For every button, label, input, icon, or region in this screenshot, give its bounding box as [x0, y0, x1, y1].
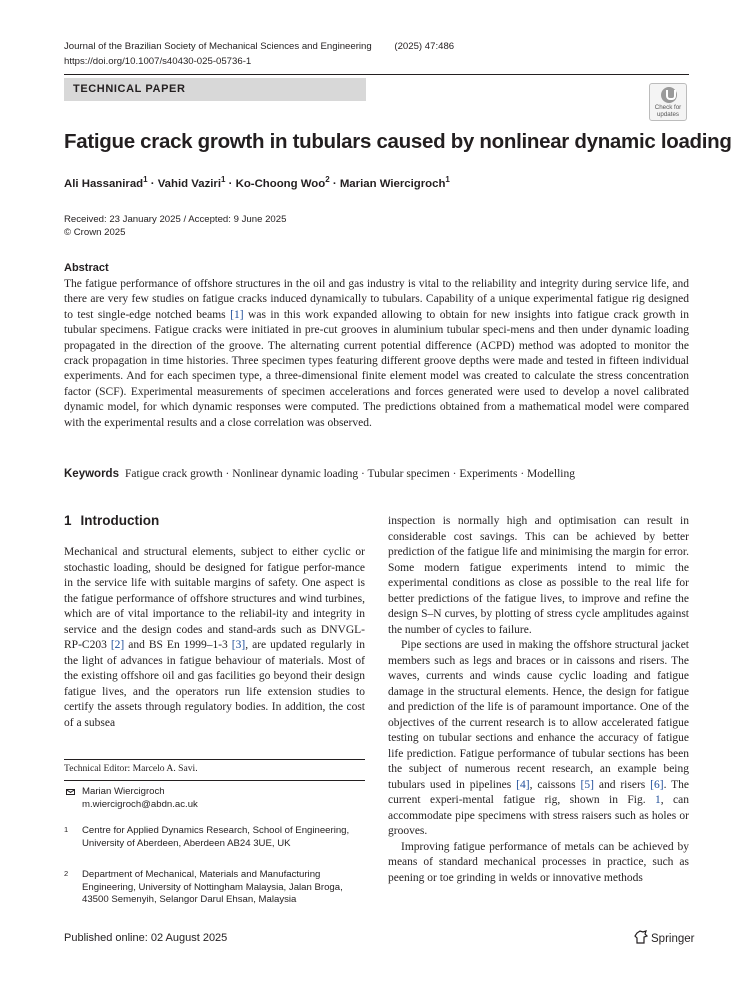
- author-affiliation: 1: [221, 175, 226, 184]
- section-title: Introduction: [80, 513, 160, 528]
- affiliation-number: 2: [64, 869, 69, 878]
- check-updates-line2: updates: [656, 111, 680, 118]
- abstract-part1: The fatigue performance of offshore structures in the oil and gas industry is vital to the reliability and integrity during service life, and there are very few studies on fatigue cracks induced dynamically to tubulars. Capability of a unique experimental fatigue rig designed to test single-edge notched beams: [64, 278, 689, 321]
- affiliation-2: Department of Mechanical, Materials and Manufacturing Engineering, University of Nottingham Malaysia, Jalan Broga, 43500 Semenyih, Selangor Darul Ehsan, Malaysia: [82, 869, 343, 906]
- intro-text: , are updated regularly in the light of advances in fatigue behaviour of materials. Most of the existing offshore oil and gas facilities go beyond their design fatigue lives, and the operators run life extension studies to certify the assets through regulatory bodies. In addition, the cost of a subsea: [64, 639, 365, 729]
- footnote-rule: [64, 780, 365, 781]
- citation-link-1[interactable]: [1]: [230, 308, 244, 321]
- publisher-logo: [634, 930, 694, 945]
- author-separator: ·: [147, 177, 158, 190]
- citation-link-4[interactable]: [4]: [516, 778, 530, 791]
- citation-link-6[interactable]: [6]: [650, 778, 664, 791]
- affiliation-number: 1: [64, 825, 69, 834]
- author-list: [64, 175, 450, 190]
- envelope-icon: [66, 789, 75, 795]
- copyright-notice: © Crown 2025: [64, 227, 126, 238]
- corresponding-author-name: Marian Wiercigroch: [82, 786, 165, 797]
- crossmark-icon: [661, 87, 677, 103]
- intro-paragraph-continued: inspection is normally high and optimisation can result in considerable cost savings. This can be achieved by better prediction of the fatigue life and minimising the margin for error. Some modern fatigue experiments intend to mimic the experimental conditions as close as possible to the real life for better predictions of the fatigue lives, to improve and refine the design S–N curves, by plotting of stress cycle amplitudes against the number of cycles to failure.: [388, 515, 689, 636]
- intro-text: Pipe sections are used in making the offshore structural jacket members such as legs and braces or in caissons and risers. The waves, currents and winds cause cyclic loading and fatigue damage in the structural elements. Hence, the design for fatigue and prediction of the life is of paramount importance. One of the objectives of the current research is to allow accelerated fatigue testing on tubular sections and enhance the accuracy of fatigue life prediction. Fatigue performance of tubular sections has been the subject of numerous recent research, an example being tubulars used in pipelines: [388, 639, 689, 791]
- author-name[interactable]: Vahid Vaziri: [157, 177, 222, 190]
- springer-horse-icon: [634, 930, 648, 944]
- author-separator: ·: [329, 177, 340, 190]
- citation-link-5[interactable]: [5]: [580, 778, 594, 791]
- keywords: [64, 468, 575, 480]
- doi-link[interactable]: https://doi.org/10.1007/s40430-025-05736-1: [64, 56, 252, 67]
- intro-text: Mechanical and structural elements, subject to either cyclic or stochastic loading, should be designed for fatigue perfor-mance in the service life with suitable margins of safety. One aspect is the fatigue performance of offshore structures and wind turbines, which are of vital importance to the reliabil-ity and integrity in service and the design codes and stand-ards such as DNVGL-RP-C203: [64, 546, 365, 651]
- abstract-heading: Abstract: [64, 262, 109, 274]
- journal-year-volume: (2025) 47:486: [394, 41, 455, 52]
- author-name[interactable]: Ali Hassanirad: [64, 177, 144, 190]
- technical-editor: Technical Editor: Marcelo A. Savi.: [64, 763, 198, 774]
- received-accepted-dates: Received: 23 January 2025 / Accepted: 9 June 2025: [64, 214, 287, 225]
- section-heading: [64, 513, 159, 528]
- author-affiliation: 2: [325, 175, 330, 184]
- footnote-rule: [64, 759, 365, 760]
- published-online-date: Published online: 02 August 2025: [64, 932, 228, 944]
- author-affiliation: 1: [445, 175, 450, 184]
- keywords-text: Fatigue crack growth · Nonlinear dynamic loading · Tubular specimen · Experiments · Modelling: [124, 468, 575, 480]
- journal-header: [64, 41, 454, 52]
- check-for-updates-badge[interactable]: [649, 83, 687, 121]
- body-column-left: [64, 545, 365, 731]
- intro-paragraph-3: Improving fatigue performance of metals can be achieved by means of standard mechanical processes in practice, such as peening or toe grinding in welds or innovative methods: [388, 840, 689, 884]
- intro-text: and BS En 1999–1-3: [124, 639, 232, 651]
- intro-paragraph-1: [64, 545, 365, 731]
- paper-title: Fatigue crack growth in tubulars caused by nonlinear dynamic loading: [64, 130, 732, 153]
- body-column-right: [388, 514, 689, 886]
- abstract-part2: was in this work expanded allowing to obtain for new insights into fatigue crack growth in tubular specimens. Fatigue cracks were initiated in pre-cut grooves in aluminium tubular speci-mens and then under dynamic loading propagated in the direction of the groove. The alternating current potential difference (ACPD) method was adopted to monitor the crack propagation in time histories. Three specimen types featuring different groove depths were made and tested in fifteen individual experiments. And for each specimen type, a three-dimensional finite element model was created to calculate the stress concentration factor (SCF). Experimental measurements of specimen accelerations and forces generated were used to develop a novel calibrated dynamic model, for which dynamic responses were computed. The predictions obtained from a mathematical model were compared with the experimental results and a close correlation was observed.: [64, 308, 689, 429]
- corresponding-author-email[interactable]: m.wiercigroch@abdn.ac.uk: [82, 799, 198, 810]
- abstract-text: [64, 277, 689, 431]
- intro-text: and risers: [593, 778, 651, 791]
- author-name[interactable]: Marian Wiercigroch: [339, 177, 446, 190]
- citation-link-2[interactable]: [2]: [110, 639, 125, 651]
- intro-text: , can accommodate pipe specimens with stress raisers such as holes or grooves.: [388, 794, 689, 837]
- author-separator: ·: [225, 177, 236, 190]
- author-name[interactable]: Ko-Choong Woo: [235, 177, 326, 190]
- section-number: 1: [64, 513, 72, 528]
- citation-link-3[interactable]: [3]: [231, 639, 246, 651]
- journal-name: Journal of the Brazilian Society of Mechanical Sciences and Engineering: [64, 41, 372, 52]
- intro-text: . The current experi-mental fatigue rig, shown in Fig.: [388, 778, 689, 806]
- publisher-name: Springer: [651, 933, 695, 945]
- keywords-label: Keywords: [64, 468, 119, 480]
- author-affiliation: 1: [143, 175, 148, 184]
- intro-paragraph-2: [388, 638, 689, 840]
- figure-link-1[interactable]: 1: [655, 794, 661, 806]
- paper-type-label: TECHNICAL PAPER: [64, 78, 366, 101]
- intro-text: , caissons: [529, 778, 581, 791]
- header-rule: [64, 74, 689, 75]
- check-updates-line1: Check for: [654, 104, 682, 111]
- affiliation-1: Centre for Applied Dynamics Research, School of Engineering, University of Aberdeen, Aberdeen AB24 3UE, UK: [82, 825, 350, 849]
